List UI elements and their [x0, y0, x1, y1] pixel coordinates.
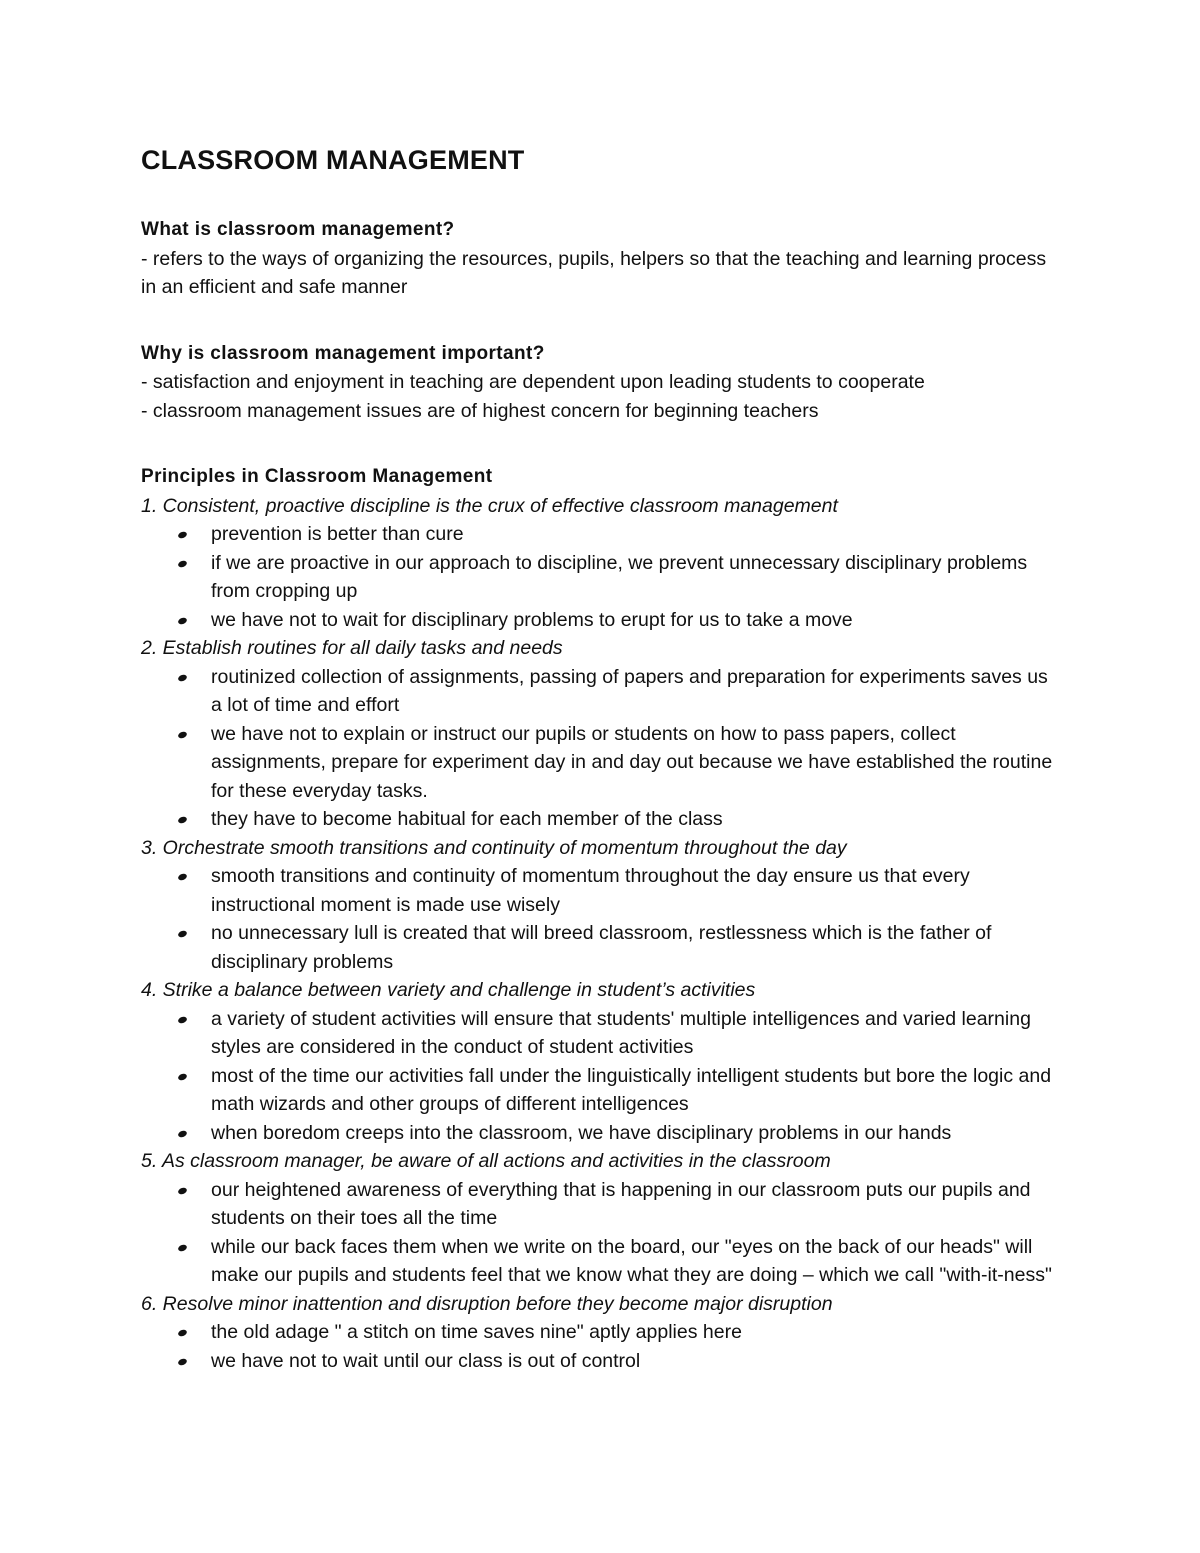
principles-list	[141, 492, 1061, 1376]
bullet-text: routinized collection of assignments, passing of papers and preparation for experiments saves us a lot of time and effort	[211, 665, 1048, 716]
why-section	[141, 340, 1061, 426]
bullet-icon	[177, 1015, 188, 1024]
bullet-icon	[177, 1129, 188, 1138]
bullet-icon	[177, 1357, 188, 1366]
principle-item	[141, 976, 1061, 1147]
list-item	[211, 1119, 1061, 1148]
list-item	[211, 1233, 1061, 1290]
bullet-icon	[177, 1243, 188, 1252]
principle-title: 3. Orchestrate smooth transitions and continuity of momentum throughout the day	[141, 836, 847, 859]
bullet-text: most of the time our activities fall under the linguistically intelligent students but bore the logic and math wizards and other groups of different intelligences	[211, 1064, 1052, 1115]
principle-bullet-list	[141, 1005, 1061, 1148]
bullet-text: if we are proactive in our approach to discipline, we prevent unnecessary disciplinary problems from cropping up	[211, 551, 1028, 602]
bullet-icon	[177, 816, 188, 825]
list-item	[211, 862, 1061, 919]
principle-item	[141, 634, 1061, 834]
bullet-icon	[177, 616, 188, 625]
bullet-icon	[177, 1186, 188, 1195]
what-heading: What is classroom management?	[141, 219, 455, 240]
principle-bullet-list	[141, 1318, 1061, 1375]
what-answer-line: - refers to the ways of organizing the resources, pupils, helpers so that the teaching and learning process in an efficient and safe manner	[141, 247, 1047, 298]
list-item	[211, 663, 1061, 720]
list-item	[211, 606, 1061, 635]
principle-item	[141, 834, 1061, 977]
what-section	[141, 216, 1061, 302]
bullet-icon	[177, 1329, 188, 1338]
why-answer-line: - classroom management issues are of highest concern for beginning teachers	[141, 399, 819, 422]
bullet-icon	[177, 730, 188, 739]
bullet-icon	[177, 673, 188, 682]
document-page	[141, 140, 1061, 1375]
bullet-text: while our back faces them when we write on the board, our "eyes on the back of our heads" will make our pupils and students feel that we know what they are doing – which we call "with-it-ness"	[211, 1235, 1052, 1286]
principle-title: 6. Resolve minor inattention and disruption before they become major disruption	[141, 1292, 833, 1315]
bullet-text: prevention is better than cure	[211, 523, 464, 545]
list-item	[211, 1005, 1061, 1062]
principle-item	[141, 1147, 1061, 1290]
bullet-icon	[177, 531, 188, 540]
bullet-icon	[177, 559, 188, 568]
principles-section	[141, 463, 1061, 1375]
why-answer-line: - satisfaction and enjoyment in teaching are dependent upon leading students to cooperate	[141, 371, 925, 393]
principle-title: 2. Establish routines for all daily tasks and needs	[141, 637, 563, 659]
principle-title: 5. As classroom manager, be aware of all actions and activities in the classroom	[141, 1150, 831, 1172]
principle-bullet-list	[141, 1176, 1061, 1290]
bullet-text: we have not to explain or instruct our pupils or students on how to pass papers, collect assignments, prepare for experiment day in and day out because we have established the routine for these everyday tasks.	[211, 722, 1053, 802]
principles-heading: Principles in Classroom Management	[141, 466, 493, 487]
principle-title: 4. Strike a balance between variety and challenge in student’s activities	[141, 979, 756, 1001]
list-item	[211, 805, 1061, 834]
principle-bullet-list	[141, 862, 1061, 976]
list-item	[211, 720, 1061, 806]
bullet-icon	[177, 873, 188, 882]
principle-item	[141, 1290, 1061, 1376]
bullet-text: when boredom creeps into the classroom, we have disciplinary problems in our hands	[211, 1121, 952, 1144]
bullet-icon	[177, 930, 188, 939]
list-item	[211, 549, 1061, 606]
bullet-text: smooth transitions and continuity of momentum throughout the day ensure us that every instructional moment is made use wisely	[211, 865, 970, 916]
document-title: CLASSROOM MANAGEMENT	[141, 145, 525, 175]
list-item	[211, 919, 1061, 976]
why-heading: Why is classroom management important?	[141, 342, 545, 364]
principle-bullet-list	[141, 520, 1061, 634]
bullet-text: no unnecessary lull is created that will breed classroom, restlessness which is the father of disciplinary problems	[211, 922, 992, 973]
bullet-icon	[177, 1072, 188, 1081]
list-item	[211, 1318, 1061, 1347]
principle-item	[141, 492, 1061, 635]
principle-bullet-list	[141, 663, 1061, 834]
bullet-text: they have to become habitual for each member of the class	[211, 808, 723, 830]
principle-title: 1. Consistent, proactive discipline is the crux of effective classroom management	[141, 494, 838, 517]
list-item	[211, 1176, 1061, 1233]
bullet-text: our heightened awareness of everything that is happening in our classroom puts our pupils and students on their toes all the time	[211, 1178, 1031, 1229]
bullet-text: a variety of student activities will ensure that students' multiple intelligences and varied learning styles are considered in the conduct of student activities	[211, 1007, 1031, 1058]
bullet-text: we have not to wait until our class is out of control	[211, 1349, 641, 1372]
list-item	[211, 1062, 1061, 1119]
bullet-text: the old adage " a stitch on time saves nine" aptly applies here	[211, 1321, 742, 1343]
list-item	[211, 520, 1061, 549]
list-item	[211, 1347, 1061, 1376]
bullet-text: we have not to wait for disciplinary problems to erupt for us to take a move	[211, 608, 853, 631]
